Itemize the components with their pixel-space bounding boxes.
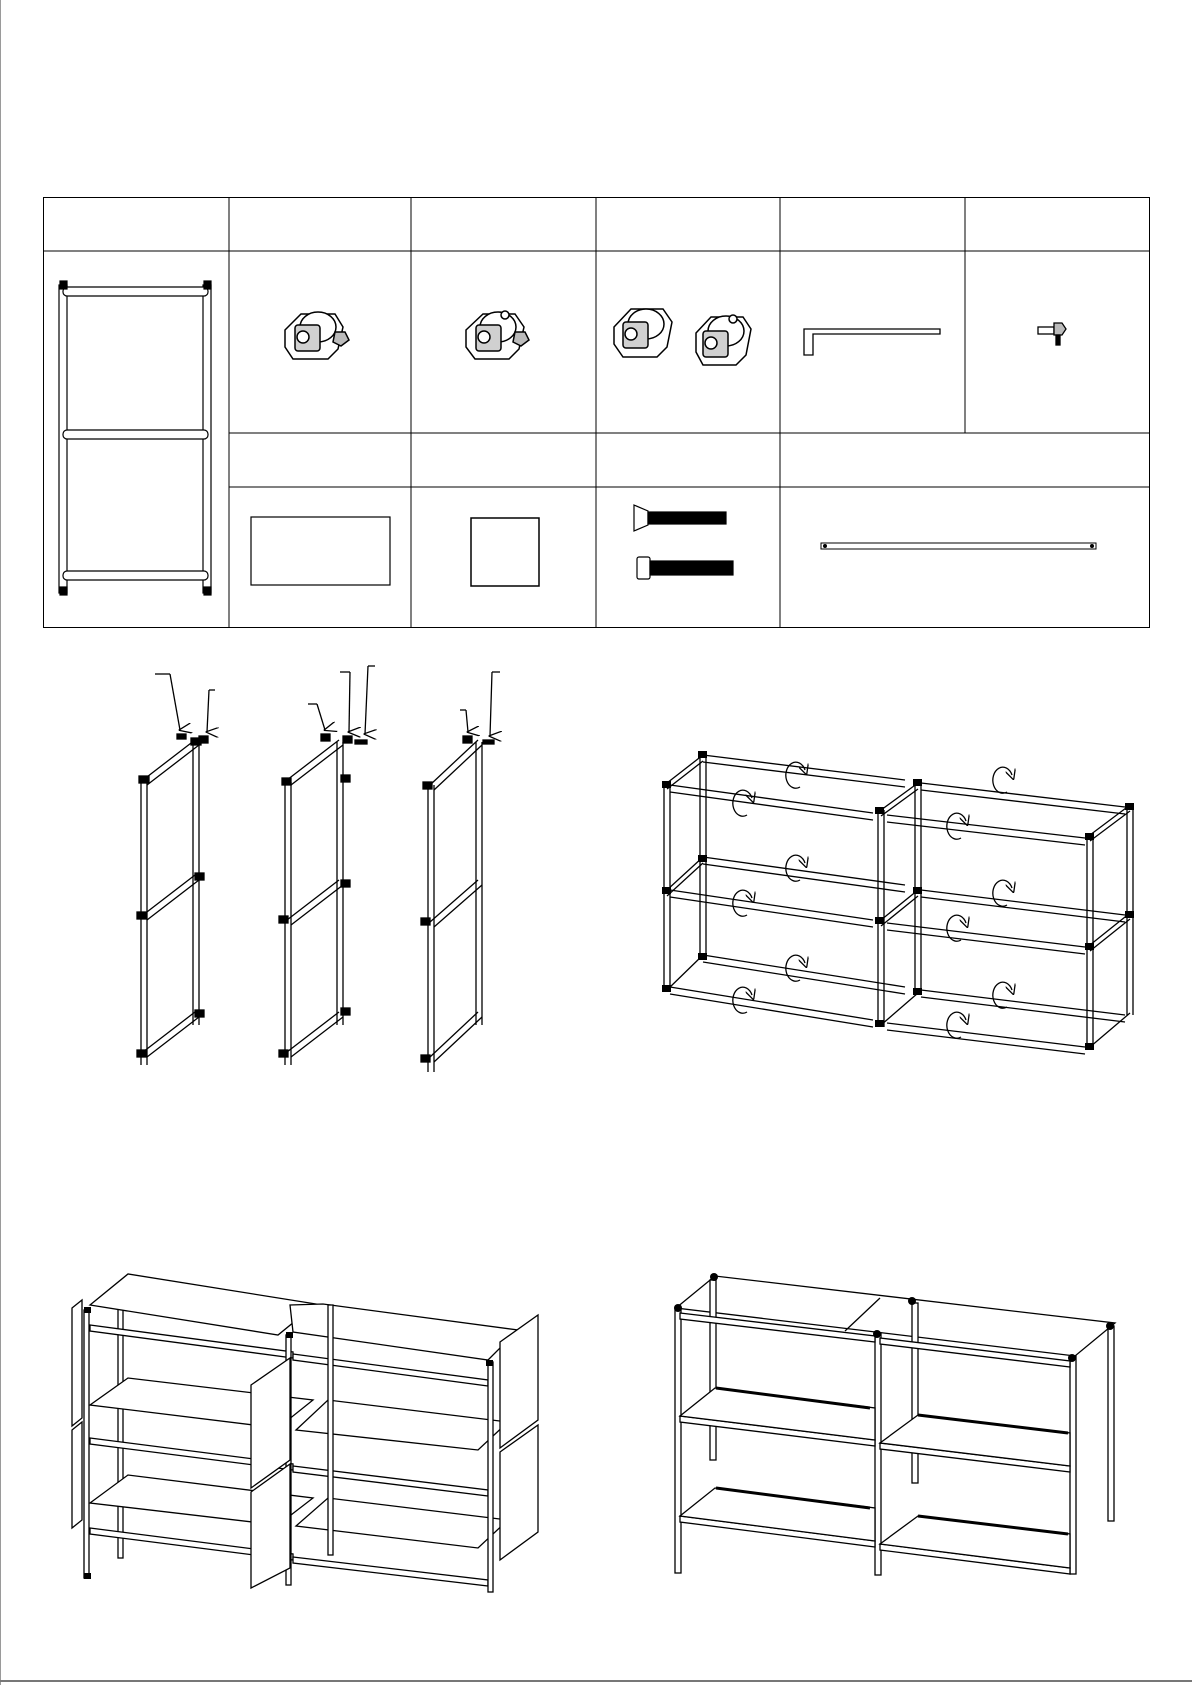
parts-table (43, 197, 1150, 628)
shelf-panel-square-illustration (471, 518, 539, 586)
single-connector-illustration (285, 312, 349, 359)
side-frame-panel-illustration (59, 281, 211, 595)
step-2-frame-connection-diagram (655, 745, 1135, 1065)
shelf-panel-large-illustration (251, 517, 390, 585)
step-3-panel-installation-diagram (68, 1270, 548, 1595)
side-frame-b (285, 740, 343, 1065)
allen-key-illustration (804, 329, 940, 355)
double-connector-illustration (466, 311, 529, 359)
page-footer-line (0, 1680, 1192, 1682)
adjustable-foot-illustration (1038, 323, 1066, 345)
connector-pair-illustration (614, 309, 751, 365)
bolts-illustration (634, 505, 733, 579)
side-frame-c (428, 740, 482, 1072)
step-1-side-frames-diagram (125, 660, 505, 1080)
step-4-completed-unit-diagram (670, 1268, 1120, 1578)
side-frame-a (141, 740, 199, 1065)
connecting-rod-illustration (821, 543, 1096, 549)
page-left-edge (0, 0, 1, 1685)
